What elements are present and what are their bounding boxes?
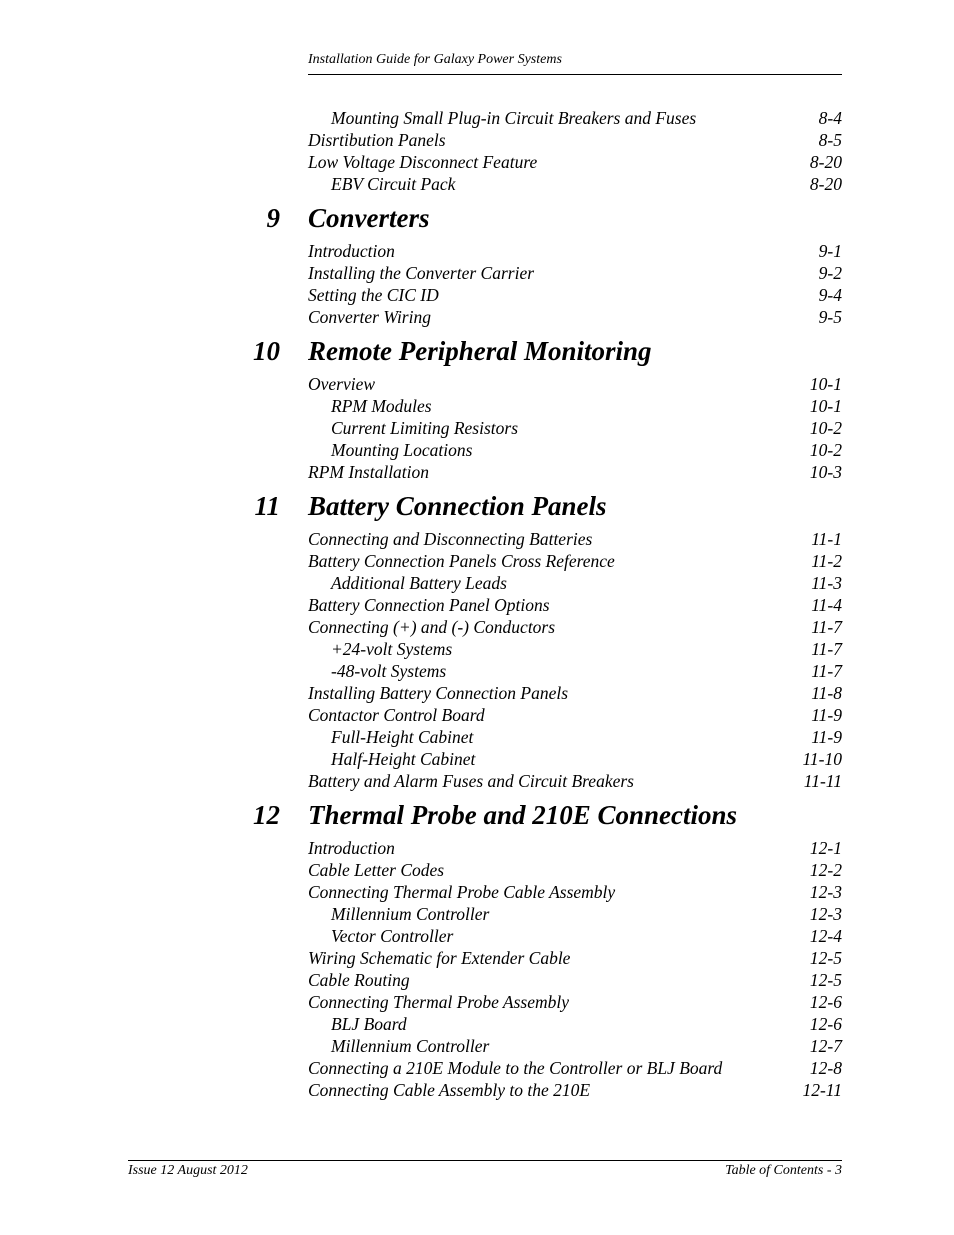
toc-entry-title: Battery Connection Panels Cross Reference: [308, 551, 615, 571]
toc-entry[interactable]: [250, 373, 842, 395]
toc-subentry[interactable]: [250, 395, 842, 417]
toc-page-number: 12-6: [809, 1014, 842, 1034]
toc-entry-title: Connecting a 210E Module to the Controller or BLJ Board: [308, 1058, 723, 1078]
toc-subentry[interactable]: [250, 572, 842, 594]
toc-entry[interactable]: [250, 770, 842, 792]
toc-entry[interactable]: [250, 616, 842, 638]
table-of-contents: [250, 107, 842, 1101]
toc-subentry[interactable]: [250, 107, 842, 129]
toc-entry[interactable]: [250, 594, 842, 616]
toc-entry[interactable]: [250, 1079, 842, 1101]
toc-entry[interactable]: [250, 859, 842, 881]
toc-entry[interactable]: [250, 129, 842, 151]
toc-entry[interactable]: [250, 704, 842, 726]
toc-page-number: 9-5: [818, 307, 842, 327]
toc-entry[interactable]: [250, 947, 842, 969]
toc-page-number: 8-20: [809, 174, 842, 194]
toc-entry-title: Millennium Controller: [331, 1036, 490, 1056]
footer-page-label: Table of Contents - 3: [725, 1163, 842, 1178]
toc-entry-title: Introduction: [308, 838, 395, 858]
toc-page-number: 12-4: [809, 926, 842, 946]
toc-entry[interactable]: [250, 881, 842, 903]
toc-page-number: 10-3: [809, 462, 842, 482]
toc-page-number: 12-2: [809, 860, 842, 880]
toc-entry[interactable]: [250, 1057, 842, 1079]
toc-entry-title: Installing the Converter Carrier: [308, 263, 535, 283]
toc-entry[interactable]: [250, 306, 842, 328]
toc-entry-title: Millennium Controller: [331, 904, 490, 924]
chapter-heading: [250, 201, 842, 235]
toc-entry-title: Current Limiting Resistors: [331, 418, 519, 438]
footer-issue: Issue 12 August 2012: [128, 1163, 248, 1178]
chapter-number: 10: [253, 336, 280, 366]
toc-page-number: 10-2: [809, 440, 842, 460]
toc-entry[interactable]: [250, 151, 842, 173]
toc-page-number: 11-4: [811, 595, 842, 615]
toc-page-number: 12-7: [809, 1036, 842, 1056]
chapter-heading: [250, 334, 842, 368]
toc-entry[interactable]: [250, 528, 842, 550]
toc-page-number: 8-4: [818, 108, 842, 128]
toc-page-number: 11-11: [803, 771, 842, 791]
chapter-heading: [250, 489, 842, 523]
toc-entry-title: Connecting and Disconnecting Batteries: [308, 529, 593, 549]
toc-page-number: 9-4: [818, 285, 842, 305]
chapter-title: Battery Connection Panels: [308, 491, 607, 521]
toc-entry[interactable]: [250, 550, 842, 572]
toc-subentry[interactable]: [250, 638, 842, 660]
toc-entry-title: Converter Wiring: [308, 307, 431, 327]
toc-page-number: 11-7: [811, 661, 842, 681]
toc-entry[interactable]: [250, 969, 842, 991]
toc-page-number: 11-2: [811, 551, 842, 571]
toc-page-number: 8-5: [818, 130, 842, 150]
toc-page-number: 12-8: [809, 1058, 842, 1078]
toc-entry-title: +24-volt Systems: [331, 639, 453, 659]
page-header: [308, 52, 842, 75]
toc-entry-title: Half-Height Cabinet: [331, 749, 476, 769]
toc-entry-title: Connecting (+) and (-) Conductors: [308, 617, 556, 637]
chapter-number: 12: [253, 800, 280, 830]
toc-entry-title: Vector Controller: [331, 926, 454, 946]
toc-entry-title: Mounting Small Plug-in Circuit Breakers and Fuses: [331, 108, 697, 128]
toc-page-number: 9-1: [818, 241, 842, 261]
toc-entry-title: Setting the CIC ID: [308, 285, 439, 305]
toc-subentry[interactable]: [250, 903, 842, 925]
toc-page-number: 10-1: [809, 396, 842, 416]
chapter-number: 9: [266, 203, 280, 233]
toc-entry-title: EBV Circuit Pack: [331, 174, 456, 194]
toc-entry[interactable]: [250, 284, 842, 306]
toc-entry[interactable]: [250, 837, 842, 859]
toc-subentry[interactable]: [250, 660, 842, 682]
toc-page-number: 12-5: [809, 948, 842, 968]
toc-entry-title: Cable Letter Codes: [308, 860, 445, 880]
toc-entry-title: -48-volt Systems: [331, 661, 447, 681]
toc-entry-title: Cable Routing: [308, 970, 410, 990]
toc-entry-title: Connecting Cable Assembly to the 210E: [308, 1080, 591, 1100]
toc-page-number: 12-6: [809, 992, 842, 1012]
toc-page-number: 11-1: [811, 529, 842, 549]
toc-page-number: 12-3: [809, 882, 842, 902]
toc-entry[interactable]: [250, 262, 842, 284]
toc-entry-title: Battery and Alarm Fuses and Circuit Breakers: [308, 771, 634, 791]
toc-entry-title: Additional Battery Leads: [331, 573, 507, 593]
toc-page-number: 9-2: [818, 263, 842, 283]
toc-page-number: 11-10: [802, 749, 842, 769]
toc-subentry[interactable]: [250, 417, 842, 439]
toc-page-number: 12-5: [809, 970, 842, 990]
toc-entry-title: Full-Height Cabinet: [331, 727, 474, 747]
toc-entry-title: Disrtibution Panels: [308, 130, 446, 150]
toc-subentry[interactable]: [250, 748, 842, 770]
toc-page-number: 11-7: [811, 617, 842, 637]
chapter-title: Remote Peripheral Monitoring: [308, 336, 652, 366]
toc-subentry[interactable]: [250, 1013, 842, 1035]
toc-entry-title: Contactor Control Board: [308, 705, 485, 725]
toc-entry-title: Introduction: [308, 241, 395, 261]
toc-entry[interactable]: [250, 682, 842, 704]
header-title: Installation Guide for Galaxy Power Systems: [308, 52, 562, 67]
toc-page-number: 12-11: [802, 1080, 842, 1100]
toc-entry-title: BLJ Board: [331, 1014, 407, 1034]
chapter-heading: [250, 798, 842, 832]
toc-page-number: 11-9: [811, 727, 842, 747]
toc-entry-title: Connecting Thermal Probe Cable Assembly: [308, 882, 616, 902]
toc-entry-title: Low Voltage Disconnect Feature: [308, 152, 538, 172]
toc-page-number: 12-3: [809, 904, 842, 924]
toc-page-number: 12-1: [809, 838, 842, 858]
toc-page-number: 11-9: [811, 705, 842, 725]
toc-entry-title: Battery Connection Panel Options: [308, 595, 550, 615]
chapter-number: 11: [254, 491, 280, 521]
toc-subentry[interactable]: [250, 1035, 842, 1057]
toc-entry[interactable]: [250, 461, 842, 483]
toc-page-number: 10-2: [809, 418, 842, 438]
toc-page-number: 10-1: [809, 374, 842, 394]
toc-subentry[interactable]: [250, 726, 842, 748]
toc-subentry[interactable]: [250, 925, 842, 947]
page-footer: [128, 1160, 842, 1178]
toc-page-number: 11-3: [811, 573, 842, 593]
toc-entry-title: RPM Installation: [308, 462, 430, 482]
toc-subentry[interactable]: [250, 173, 842, 195]
toc-entry-title: Mounting Locations: [331, 440, 473, 460]
toc-entry-title: Wiring Schematic for Extender Cable: [308, 948, 571, 968]
toc-entry-title: RPM Modules: [331, 396, 432, 416]
toc-subentry[interactable]: [250, 439, 842, 461]
toc-entry-title: Overview: [308, 374, 376, 394]
toc-page-number: 11-8: [811, 683, 842, 703]
toc-page-number: 11-7: [811, 639, 842, 659]
toc-page-number: 8-20: [809, 152, 842, 172]
toc-entry-title: Connecting Thermal Probe Assembly: [308, 992, 570, 1012]
toc-entry-title: Installing Battery Connection Panels: [308, 683, 569, 703]
toc-entry[interactable]: [250, 991, 842, 1013]
toc-entry[interactable]: [250, 240, 842, 262]
chapter-title: Thermal Probe and 210E Connections: [308, 800, 738, 830]
chapter-title: Converters: [308, 203, 430, 233]
